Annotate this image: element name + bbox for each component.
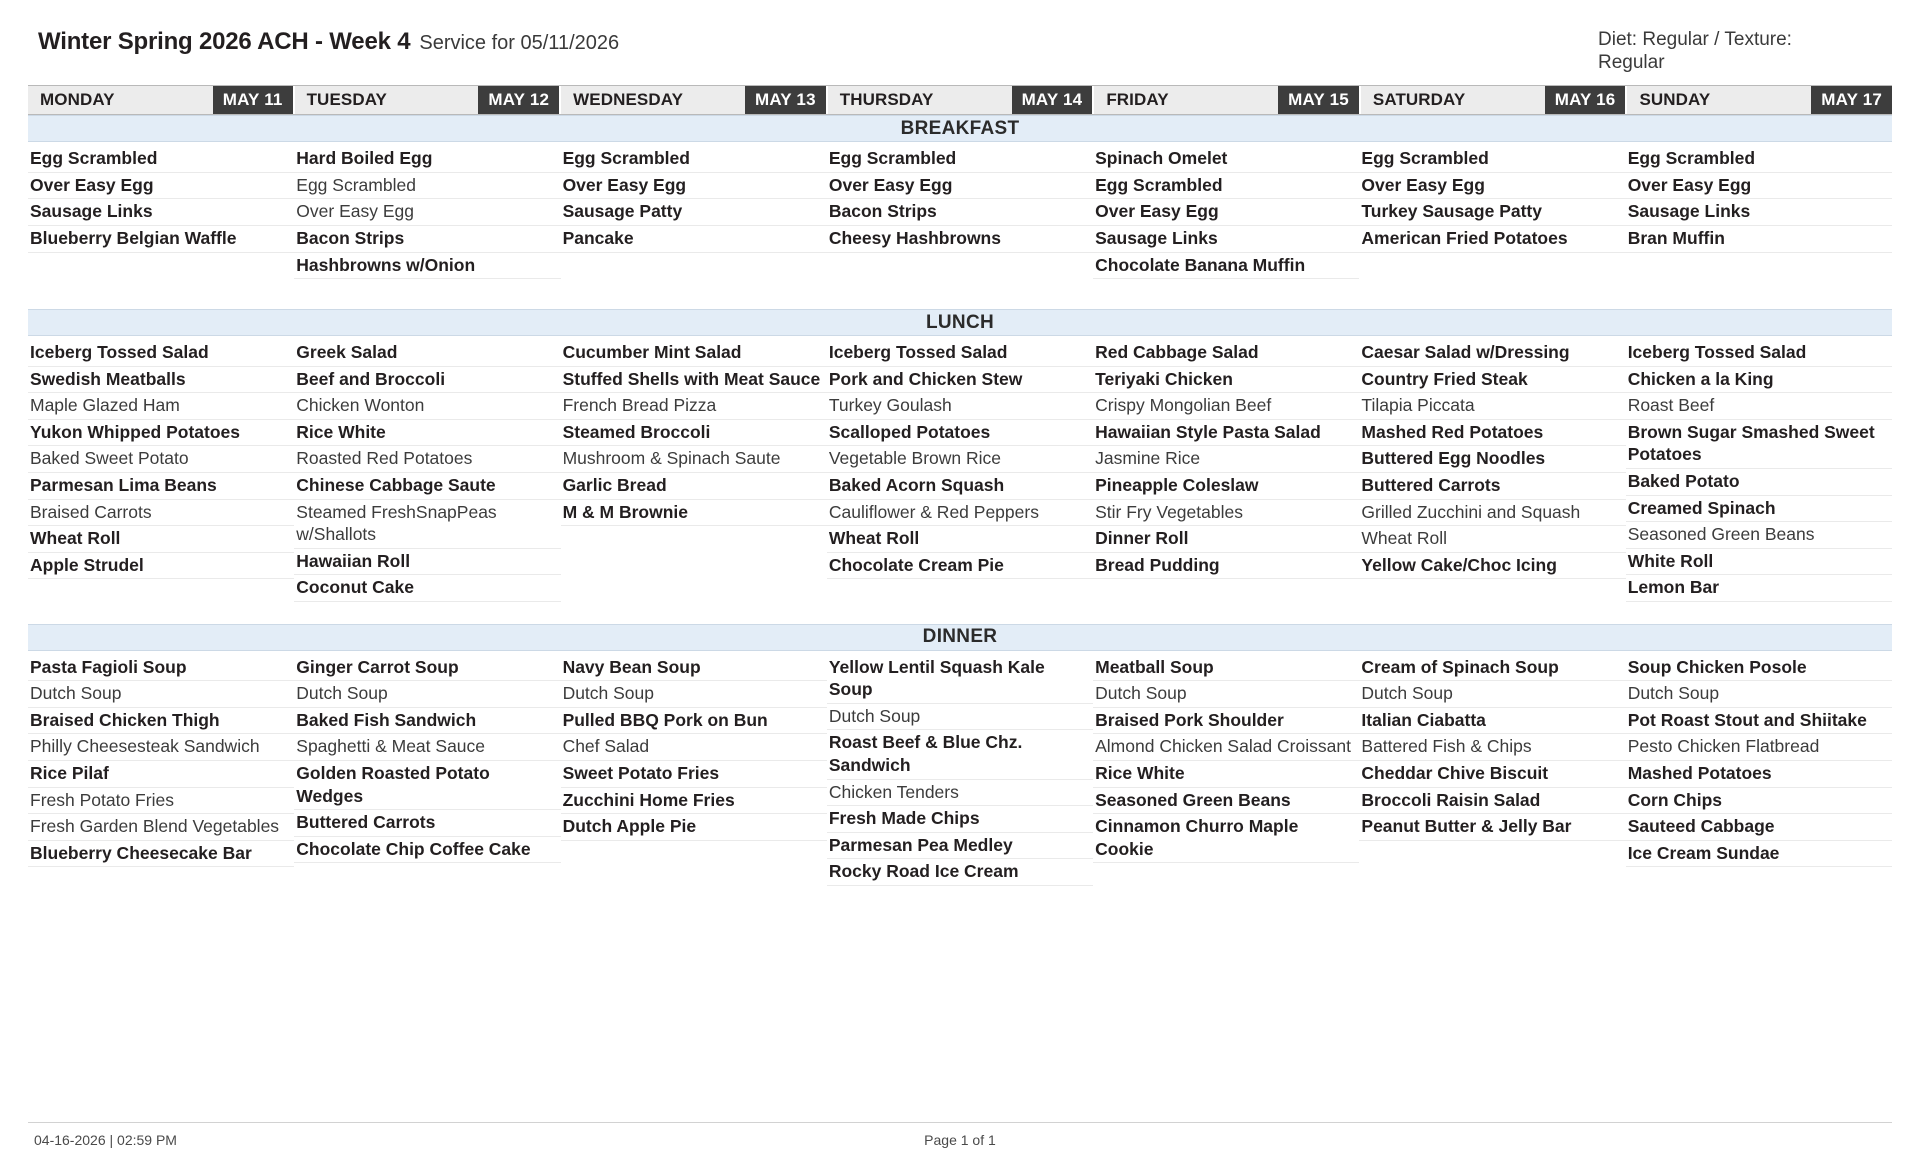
menu-item: Lemon Bar bbox=[1626, 575, 1892, 602]
menu-item: Maple Glazed Ham bbox=[28, 393, 294, 420]
menu-item: Fresh Garden Blend Vegetables bbox=[28, 814, 294, 841]
menu-item: Creamed Spinach bbox=[1626, 496, 1892, 523]
menu-item: Dutch Apple Pie bbox=[561, 814, 827, 841]
menu-item: Bran Muffin bbox=[1626, 226, 1892, 253]
menu-item: Baked Sweet Potato bbox=[28, 446, 294, 473]
menu-item: Over Easy Egg bbox=[827, 173, 1093, 200]
menu-item: Chef Salad bbox=[561, 734, 827, 761]
day-header-cell-thursday bbox=[828, 86, 1095, 114]
menu-item: M & M Brownie bbox=[561, 500, 827, 527]
menu-item: Bacon Strips bbox=[294, 226, 560, 253]
menu-item: Chicken Wonton bbox=[294, 393, 560, 420]
menu-item: Blueberry Cheesecake Bar bbox=[28, 841, 294, 868]
day-header-cell-sunday bbox=[1627, 86, 1892, 114]
meal-section-breakfast bbox=[28, 115, 1892, 279]
menu-item: Dutch Soup bbox=[1359, 681, 1625, 708]
meal-column-friday bbox=[1093, 146, 1359, 279]
menu-item: Chicken Tenders bbox=[827, 780, 1093, 807]
menu-item: Pancake bbox=[561, 226, 827, 253]
menu-item: Braised Pork Shoulder bbox=[1093, 708, 1359, 735]
menu-item: Cinnamon Churro Maple Cookie bbox=[1093, 814, 1359, 863]
menu-item: Red Cabbage Salad bbox=[1093, 340, 1359, 367]
menu-item: Turkey Goulash bbox=[827, 393, 1093, 420]
menu-item: Bread Pudding bbox=[1093, 553, 1359, 580]
menu-item: Ginger Carrot Soup bbox=[294, 655, 560, 682]
day-name-label: THURSDAY bbox=[839, 90, 934, 110]
menu-item: Philly Cheesesteak Sandwich bbox=[28, 734, 294, 761]
day-date-badge: MAY 14 bbox=[1012, 86, 1093, 114]
menu-item: Pasta Fagioli Soup bbox=[28, 655, 294, 682]
menu-item: Dutch Soup bbox=[1626, 681, 1892, 708]
menu-item: Rice White bbox=[1093, 761, 1359, 788]
menu-item: Chicken a la King bbox=[1626, 367, 1892, 394]
menu-item: Golden Roasted Potato Wedges bbox=[294, 761, 560, 810]
menu-item: Rice White bbox=[294, 420, 560, 447]
menu-item: Parmesan Lima Beans bbox=[28, 473, 294, 500]
meal-column-monday bbox=[28, 340, 294, 579]
menu-item: Swedish Meatballs bbox=[28, 367, 294, 394]
menu-item: Cheesy Hashbrowns bbox=[827, 226, 1093, 253]
day-header-cell-saturday bbox=[1361, 86, 1628, 114]
menu-item: Cheddar Chive Biscuit bbox=[1359, 761, 1625, 788]
menu-item: Wheat Roll bbox=[1359, 526, 1625, 553]
service-date: Service for 05/11/2026 bbox=[419, 32, 620, 54]
menu-item: Steamed FreshSnapPeas w/Shallots bbox=[294, 500, 560, 549]
menu-item: Meatball Soup bbox=[1093, 655, 1359, 682]
menu-item: Over Easy Egg bbox=[1359, 173, 1625, 200]
menu-item: Dutch Soup bbox=[561, 681, 827, 708]
menu-item: Stir Fry Vegetables bbox=[1093, 500, 1359, 527]
menu-item: Coconut Cake bbox=[294, 575, 560, 602]
menu-item: Wheat Roll bbox=[28, 526, 294, 553]
meal-section-lunch bbox=[28, 279, 1892, 602]
menu-item: Pineapple Coleslaw bbox=[1093, 473, 1359, 500]
menu-item: Crispy Mongolian Beef bbox=[1093, 393, 1359, 420]
day-name-label: FRIDAY bbox=[1106, 90, 1169, 110]
menu-item: Turkey Sausage Patty bbox=[1359, 199, 1625, 226]
day-name-label: SUNDAY bbox=[1639, 90, 1711, 110]
meal-banner-label: BREAKFAST bbox=[28, 115, 1892, 142]
meal-column-thursday bbox=[827, 340, 1093, 579]
menu-item: Battered Fish & Chips bbox=[1359, 734, 1625, 761]
menu-item: Buttered Carrots bbox=[294, 810, 560, 837]
menu-item: Over Easy Egg bbox=[1093, 199, 1359, 226]
menu-item: Scalloped Potatoes bbox=[827, 420, 1093, 447]
meal-column-monday bbox=[28, 655, 294, 868]
menu-item: Caesar Salad w/Dressing bbox=[1359, 340, 1625, 367]
menu-item: Mashed Potatoes bbox=[1626, 761, 1892, 788]
menu-item: Yellow Lentil Squash Kale Soup bbox=[827, 655, 1093, 704]
menu-item: Roast Beef bbox=[1626, 393, 1892, 420]
menu-item: Spinach Omelet bbox=[1093, 146, 1359, 173]
menu-item: Chocolate Cream Pie bbox=[827, 553, 1093, 580]
menu-item: Rocky Road Ice Cream bbox=[827, 859, 1093, 886]
menu-item: Zucchini Home Fries bbox=[561, 788, 827, 815]
menu-item: Soup Chicken Posole bbox=[1626, 655, 1892, 682]
meal-column-saturday bbox=[1359, 146, 1625, 252]
meal-column-saturday bbox=[1359, 340, 1625, 579]
meal-column-friday bbox=[1093, 655, 1359, 864]
menu-item: Baked Potato bbox=[1626, 469, 1892, 496]
document-footer bbox=[28, 1122, 1892, 1148]
menu-item: Jasmine Rice bbox=[1093, 446, 1359, 473]
meal-grid bbox=[28, 142, 1892, 279]
menu-item: Roasted Red Potatoes bbox=[294, 446, 560, 473]
menu-item: Iceberg Tossed Salad bbox=[827, 340, 1093, 367]
menu-item: Sausage Patty bbox=[561, 199, 827, 226]
meal-column-sunday bbox=[1626, 146, 1892, 252]
menu-item: Mushroom & Spinach Saute bbox=[561, 446, 827, 473]
menu-item: Hard Boiled Egg bbox=[294, 146, 560, 173]
meal-column-tuesday bbox=[294, 655, 560, 864]
menu-item: Wheat Roll bbox=[827, 526, 1093, 553]
menu-item: Braised Chicken Thigh bbox=[28, 708, 294, 735]
menu-item: Yukon Whipped Potatoes bbox=[28, 420, 294, 447]
menu-item: Almond Chicken Salad Croissant bbox=[1093, 734, 1359, 761]
menu-item: American Fried Potatoes bbox=[1359, 226, 1625, 253]
meal-column-thursday bbox=[827, 655, 1093, 886]
menu-item: Cream of Spinach Soup bbox=[1359, 655, 1625, 682]
menu-item: Beef and Broccoli bbox=[294, 367, 560, 394]
menu-item: Apple Strudel bbox=[28, 553, 294, 580]
day-header-cell-friday bbox=[1094, 86, 1361, 114]
menu-item: Corn Chips bbox=[1626, 788, 1892, 815]
menu-item: Pot Roast Stout and Shiitake bbox=[1626, 708, 1892, 735]
menu-item: Over Easy Egg bbox=[1626, 173, 1892, 200]
menu-item: Dutch Soup bbox=[1093, 681, 1359, 708]
menu-item: White Roll bbox=[1626, 549, 1892, 576]
menu-item: Baked Fish Sandwich bbox=[294, 708, 560, 735]
menu-item: Mashed Red Potatoes bbox=[1359, 420, 1625, 447]
menu-item: Baked Acorn Squash bbox=[827, 473, 1093, 500]
menu-item: Italian Ciabatta bbox=[1359, 708, 1625, 735]
menu-item: Egg Scrambled bbox=[294, 173, 560, 200]
menu-item: Cauliflower & Red Peppers bbox=[827, 500, 1093, 527]
footer-row bbox=[28, 1132, 1892, 1148]
menu-item: Brown Sugar Smashed Sweet Potatoes bbox=[1626, 420, 1892, 469]
day-date-badge: MAY 13 bbox=[745, 86, 826, 114]
page-title: Winter Spring 2026 ACH - Week 4 bbox=[38, 28, 411, 55]
menu-item: Grilled Zucchini and Squash bbox=[1359, 500, 1625, 527]
day-header-cell-monday bbox=[28, 86, 295, 114]
menu-item: Over Easy Egg bbox=[561, 173, 827, 200]
menu-item: Fresh Made Chips bbox=[827, 806, 1093, 833]
meal-column-wednesday bbox=[561, 146, 827, 252]
menu-item: Pesto Chicken Flatbread bbox=[1626, 734, 1892, 761]
menu-item: Peanut Butter & Jelly Bar bbox=[1359, 814, 1625, 841]
menu-item: Teriyaki Chicken bbox=[1093, 367, 1359, 394]
menu-item: Seasoned Green Beans bbox=[1093, 788, 1359, 815]
meal-column-sunday bbox=[1626, 655, 1892, 868]
menu-item: Hawaiian Roll bbox=[294, 549, 560, 576]
footer-timestamp: 04-16-2026 | 02:59 PM bbox=[34, 1132, 177, 1148]
meal-banner-label: LUNCH bbox=[28, 309, 1892, 336]
day-date-badge: MAY 11 bbox=[213, 86, 293, 114]
menu-item: Parmesan Pea Medley bbox=[827, 833, 1093, 860]
menu-item: Dinner Roll bbox=[1093, 526, 1359, 553]
menu-item: Braised Carrots bbox=[28, 500, 294, 527]
meal-grid bbox=[28, 336, 1892, 602]
menu-item: Garlic Bread bbox=[561, 473, 827, 500]
meal-column-thursday bbox=[827, 146, 1093, 252]
meal-column-tuesday bbox=[294, 146, 560, 279]
menu-item: Egg Scrambled bbox=[1359, 146, 1625, 173]
menu-item: Spaghetti & Meat Sauce bbox=[294, 734, 560, 761]
menu-item: Greek Salad bbox=[294, 340, 560, 367]
menu-item: Yellow Cake/Choc Icing bbox=[1359, 553, 1625, 580]
meal-banner-label: DINNER bbox=[28, 624, 1892, 651]
menu-item: Over Easy Egg bbox=[28, 173, 294, 200]
menu-item: Dutch Soup bbox=[294, 681, 560, 708]
day-date-badge: MAY 12 bbox=[478, 86, 559, 114]
menu-item: Country Fried Steak bbox=[1359, 367, 1625, 394]
day-date-badge: MAY 17 bbox=[1811, 86, 1892, 114]
menu-item: Blueberry Belgian Waffle bbox=[28, 226, 294, 253]
day-name-label: MONDAY bbox=[40, 90, 115, 110]
meal-column-wednesday bbox=[561, 655, 827, 841]
menu-item: Steamed Broccoli bbox=[561, 420, 827, 447]
menu-item: Seasoned Green Beans bbox=[1626, 522, 1892, 549]
section-spacer bbox=[28, 602, 1892, 624]
menu-item: French Bread Pizza bbox=[561, 393, 827, 420]
menu-item: Chocolate Chip Coffee Cake bbox=[294, 837, 560, 864]
diet-texture-info: Diet: Regular / Texture: Regular bbox=[1598, 29, 1792, 74]
menu-item: Chocolate Banana Muffin bbox=[1093, 253, 1359, 280]
meal-column-friday bbox=[1093, 340, 1359, 579]
menu-item: Egg Scrambled bbox=[1093, 173, 1359, 200]
menu-item: Sauteed Cabbage bbox=[1626, 814, 1892, 841]
menu-item: Ice Cream Sundae bbox=[1626, 841, 1892, 868]
menu-item: Egg Scrambled bbox=[561, 146, 827, 173]
menu-item: Egg Scrambled bbox=[827, 146, 1093, 173]
menu-item: Bacon Strips bbox=[827, 199, 1093, 226]
menu-item: Egg Scrambled bbox=[28, 146, 294, 173]
meals-container bbox=[28, 115, 1892, 886]
day-name-label: WEDNESDAY bbox=[573, 90, 684, 110]
menu-item: Buttered Egg Noodles bbox=[1359, 446, 1625, 473]
meal-column-saturday bbox=[1359, 655, 1625, 841]
menu-item: Pork and Chicken Stew bbox=[827, 367, 1093, 394]
menu-item: Hashbrowns w/Onion bbox=[294, 253, 560, 280]
menu-item: Chinese Cabbage Saute bbox=[294, 473, 560, 500]
menu-item: Sweet Potato Fries bbox=[561, 761, 827, 788]
day-name-label: TUESDAY bbox=[306, 90, 387, 110]
menu-item: Iceberg Tossed Salad bbox=[1626, 340, 1892, 367]
document-header bbox=[28, 0, 1892, 82]
meal-grid bbox=[28, 651, 1892, 886]
menu-item: Pulled BBQ Pork on Bun bbox=[561, 708, 827, 735]
menu-item: Navy Bean Soup bbox=[561, 655, 827, 682]
menu-item: Cucumber Mint Salad bbox=[561, 340, 827, 367]
menu-item: Sausage Links bbox=[28, 199, 294, 226]
menu-item: Hawaiian Style Pasta Salad bbox=[1093, 420, 1359, 447]
section-spacer bbox=[28, 279, 1892, 309]
day-date-badge: MAY 15 bbox=[1278, 86, 1359, 114]
menu-item: Roast Beef & Blue Chz. Sandwich bbox=[827, 730, 1093, 779]
day-header-cell-wednesday bbox=[561, 86, 828, 114]
footer-page-number: Page 1 of 1 bbox=[924, 1132, 996, 1148]
menu-item: Tilapia Piccata bbox=[1359, 393, 1625, 420]
menu-item: Over Easy Egg bbox=[294, 199, 560, 226]
meal-column-monday bbox=[28, 146, 294, 252]
footer-divider bbox=[28, 1122, 1892, 1123]
menu-item: Stuffed Shells with Meat Sauce bbox=[561, 367, 827, 394]
menu-item: Fresh Potato Fries bbox=[28, 788, 294, 815]
menu-item: Buttered Carrots bbox=[1359, 473, 1625, 500]
menu-item: Sausage Links bbox=[1626, 199, 1892, 226]
menu-item: Dutch Soup bbox=[28, 681, 294, 708]
meal-section-dinner bbox=[28, 602, 1892, 886]
day-name-label: SATURDAY bbox=[1372, 90, 1466, 110]
menu-item: Iceberg Tossed Salad bbox=[28, 340, 294, 367]
day-date-badge: MAY 16 bbox=[1545, 86, 1626, 114]
title-group bbox=[38, 28, 619, 56]
meal-column-tuesday bbox=[294, 340, 560, 602]
menu-item: Rice Pilaf bbox=[28, 761, 294, 788]
menu-item: Vegetable Brown Rice bbox=[827, 446, 1093, 473]
menu-item: Dutch Soup bbox=[827, 704, 1093, 731]
day-header-row bbox=[28, 85, 1892, 115]
menu-item: Broccoli Raisin Salad bbox=[1359, 788, 1625, 815]
menu-item: Egg Scrambled bbox=[1626, 146, 1892, 173]
menu-item: Sausage Links bbox=[1093, 226, 1359, 253]
meal-column-sunday bbox=[1626, 340, 1892, 602]
meal-column-wednesday bbox=[561, 340, 827, 526]
day-header-cell-tuesday bbox=[295, 86, 562, 114]
